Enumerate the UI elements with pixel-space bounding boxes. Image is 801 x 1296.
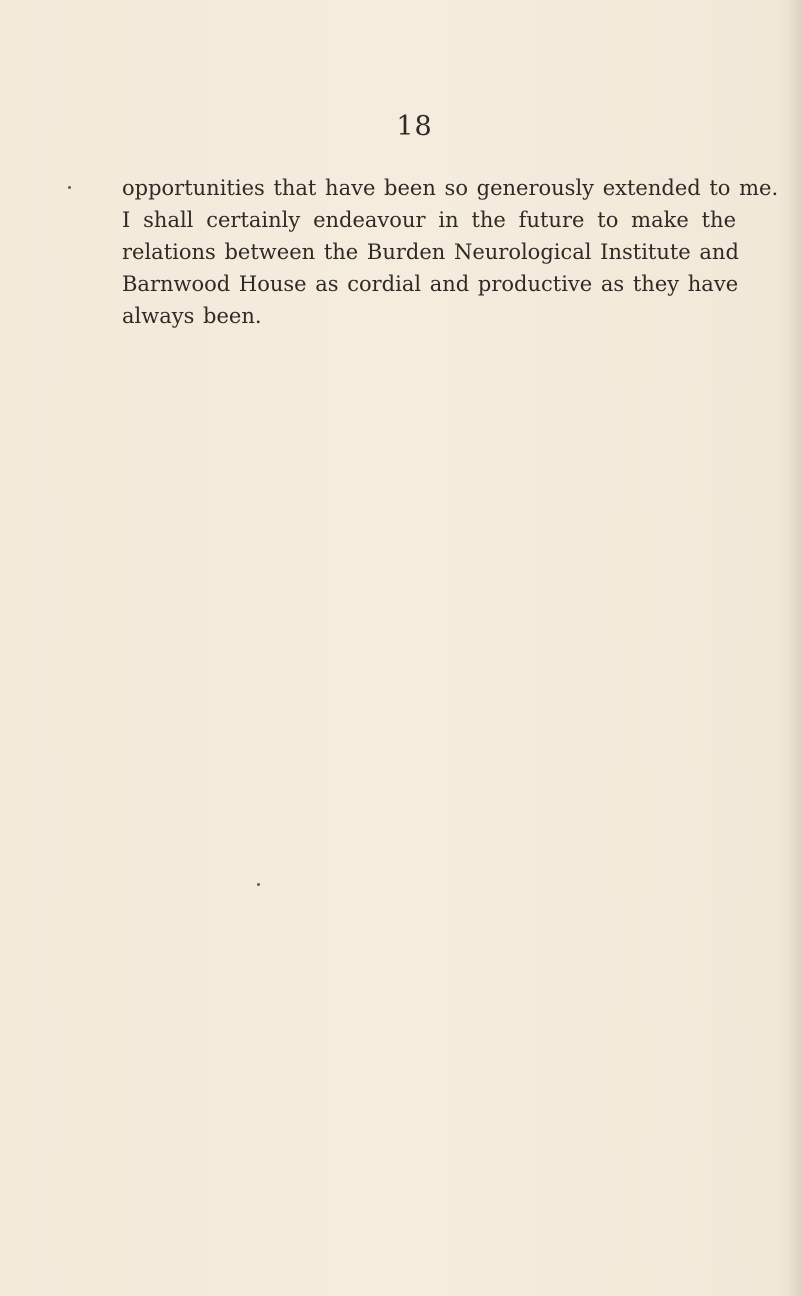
paper-speck: [68, 186, 71, 189]
text-line: always been.: [122, 304, 262, 328]
text-line: relations between the Burden Neurological Institute and: [122, 240, 739, 264]
page-edge-shadow: [787, 0, 801, 1296]
paper-speck: [257, 883, 260, 886]
text-line: I shall certainly endeavour in the future to make the: [122, 208, 736, 232]
page-number: 18: [396, 111, 433, 142]
text-line: Barnwood House as cordial and productive as they have: [122, 272, 739, 296]
text-line: opportunities that have been so generously extended to me.: [122, 176, 779, 200]
body-paragraph: [122, 172, 779, 332]
